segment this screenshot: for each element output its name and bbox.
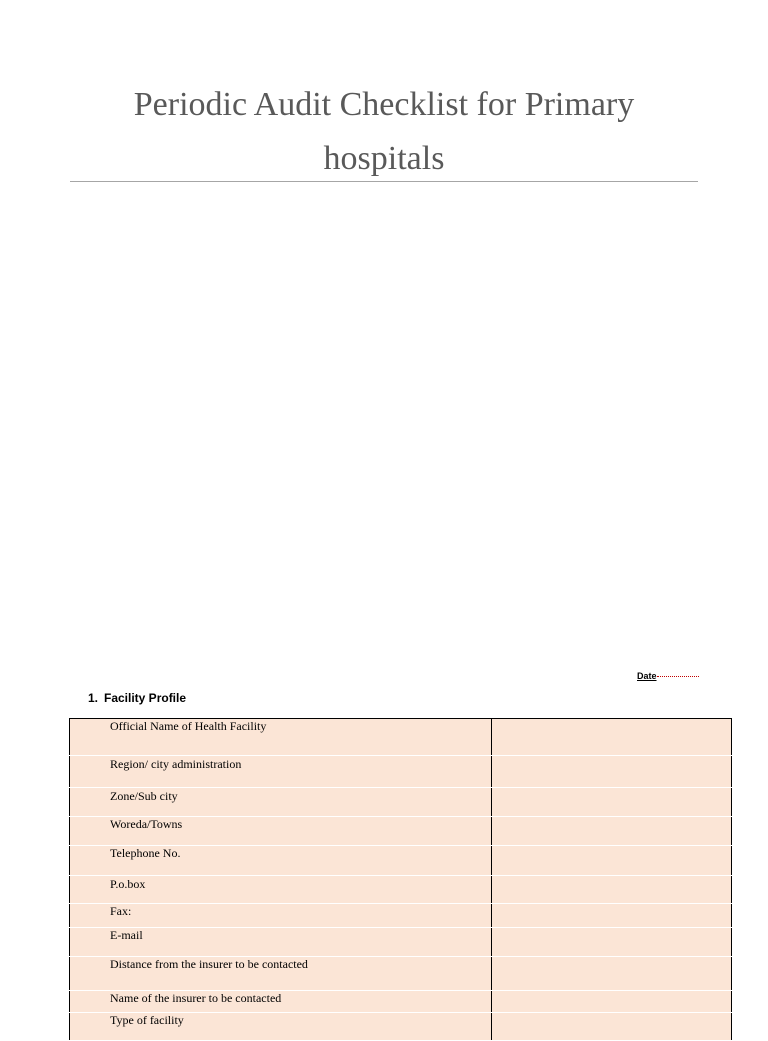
document-title: Periodic Audit Checklist for Primary hospitals <box>133 86 635 177</box>
title-divider <box>70 181 698 182</box>
table-row <box>70 788 732 817</box>
field-value-cell[interactable] <box>492 817 732 846</box>
table-row <box>70 846 732 876</box>
field-label-cell <box>70 788 492 817</box>
field-value-cell[interactable] <box>492 928 732 957</box>
date-label: Date <box>637 671 657 681</box>
table-row <box>70 719 732 756</box>
field-value-cell[interactable] <box>492 756 732 788</box>
field-label-cell <box>70 991 492 1013</box>
field-label: Name of the insurer to be contacted <box>110 991 282 1005</box>
field-label: Distance from the insurer to be contacted <box>110 957 308 971</box>
field-label: Telephone No. <box>110 846 181 860</box>
table-row <box>70 957 732 991</box>
section-number: 1. <box>88 691 99 705</box>
field-value-cell[interactable] <box>492 876 732 904</box>
facility-profile-table <box>69 718 732 1041</box>
field-label: Region/ city administration <box>110 757 242 771</box>
field-label-cell <box>70 817 492 846</box>
date-blank-line[interactable] <box>657 676 699 677</box>
field-value-cell[interactable] <box>492 904 732 928</box>
field-value-cell[interactable] <box>492 788 732 817</box>
table-row <box>70 756 732 788</box>
field-value-cell[interactable] <box>492 991 732 1013</box>
field-value-cell[interactable] <box>492 957 732 991</box>
field-label-cell <box>70 719 492 756</box>
table-row <box>70 928 732 957</box>
section-heading <box>88 691 186 705</box>
field-label-cell <box>70 846 492 876</box>
field-label-cell <box>70 928 492 957</box>
table-row <box>70 876 732 904</box>
date-field <box>637 671 699 681</box>
field-label-cell <box>70 904 492 928</box>
section-title: Facility Profile <box>104 691 187 705</box>
field-label: Woreda/Towns <box>110 817 183 831</box>
field-label: Fax: <box>110 904 132 918</box>
field-value-cell[interactable] <box>492 1013 732 1041</box>
field-label: Official Name of Health Facility <box>110 719 267 733</box>
field-label: E-mail <box>110 928 143 942</box>
field-label-cell <box>70 756 492 788</box>
field-label: Type of facility <box>110 1013 184 1027</box>
table-row <box>70 904 732 928</box>
field-label: P.o.box <box>110 877 146 891</box>
field-label-cell <box>70 876 492 904</box>
field-value-cell[interactable] <box>492 846 732 876</box>
table-row <box>70 817 732 846</box>
field-value-cell[interactable] <box>492 719 732 756</box>
table-row <box>70 1013 732 1041</box>
table-row <box>70 991 732 1013</box>
field-label: Zone/Sub city <box>110 789 178 803</box>
field-label-cell <box>70 957 492 991</box>
field-label-cell <box>70 1013 492 1041</box>
